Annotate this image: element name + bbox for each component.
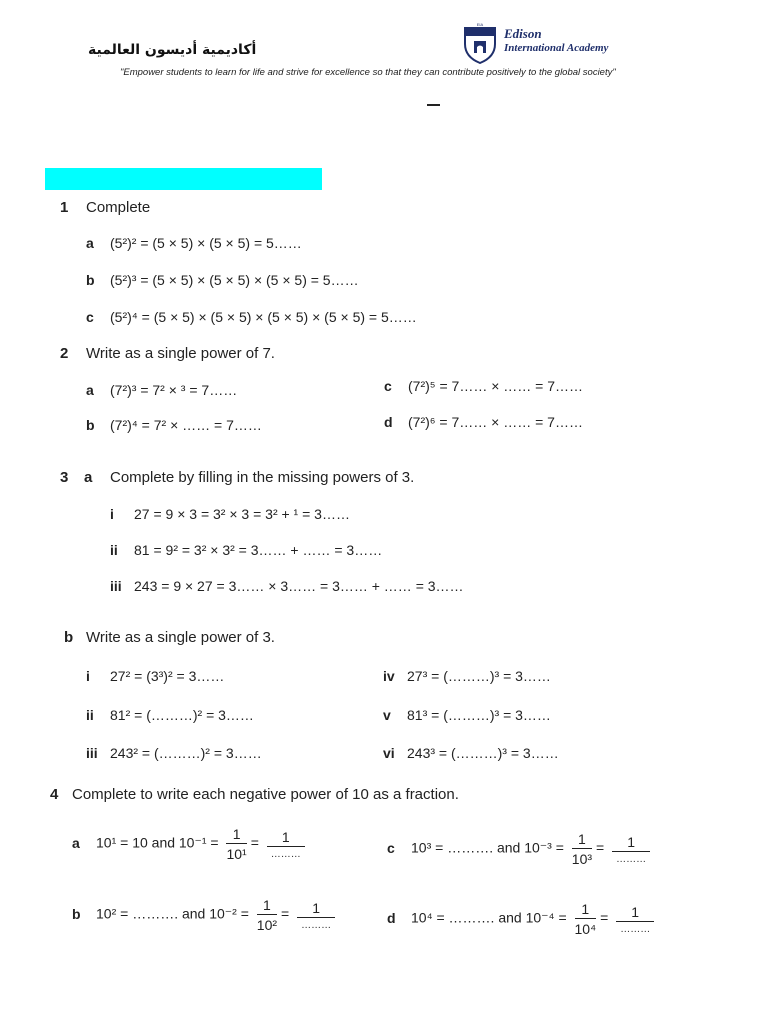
q3a-item-iii: iii 243 = 9 × 27 = 3…… × 3…… = 3…… + …… = 3…… xyxy=(110,578,464,594)
fraction: $\frac{1}{\text{10³}}$ xyxy=(571,831,593,867)
header-dash xyxy=(427,104,440,106)
highlight-bar xyxy=(45,168,322,190)
school-slogan: "Empower students to learn for life and strive for excellence so that they can contribute positively to the global society" xyxy=(120,67,616,78)
q3a-item-i: i 27 = 9 × 3 = 3² × 3 = 3² + ¹ = 3…… xyxy=(110,506,350,522)
q3-number: 3 xyxy=(60,469,69,486)
svg-text:EIA: EIA xyxy=(476,22,484,27)
q3b-label: b xyxy=(64,629,74,646)
fraction: $\frac{1}{\text{10²}}$ xyxy=(256,897,278,933)
q3a-label: a xyxy=(84,469,93,486)
q4-heading xyxy=(50,786,459,803)
q3a-title: Complete by filling in the missing powers of 3. xyxy=(110,469,415,486)
q2-heading xyxy=(60,345,275,362)
q1-item-b: b (5²)³ = (5 × 5) × (5 × 5) × (5 × 5) = 5…… xyxy=(86,272,359,288)
q2-item-d: d (7²)⁶ = 7…… × …… = 7…… xyxy=(384,414,583,430)
fraction: $\frac{1}{\text{10⁴}}$ xyxy=(574,901,597,937)
q1-title: Complete xyxy=(86,199,151,216)
arabic-school-name: أكاديمية أديسون العالمية xyxy=(88,42,257,58)
q1-item-a: a (5²)² = (5 × 5) × (5 × 5) = 5…… xyxy=(86,235,302,251)
answer-fraction: $\frac{1}{\dots\dots\dots}$ xyxy=(612,834,650,865)
q2-number: 2 xyxy=(60,345,69,362)
q4-item-a: a 10¹ = 10 and 10⁻¹ = $\frac{1}{\text{10¹}}$ = $\frac{1}{\dots\dots\dots}$ xyxy=(72,826,309,862)
school-name-line1: Edison xyxy=(504,26,542,41)
q4-title: Complete to write each negative power of 10 as a fraction. xyxy=(72,786,459,803)
q3b-item-ii: ii 81² = (………)² = 3…… xyxy=(86,707,254,723)
answer-fraction: $\frac{1}{\dots\dots\dots}$ xyxy=(297,900,335,931)
q2-item-c: c (7²)⁵ = 7…… × …… = 7…… xyxy=(384,378,584,394)
q3b-item-v: v 81³ = (………)³ = 3…… xyxy=(383,707,551,723)
q3a-item-ii: ii 81 = 9² = 3² × 3² = 3…… + …… = 3…… xyxy=(110,542,383,558)
q3a-heading xyxy=(60,469,414,486)
q3b-title: Write as a single power of 3. xyxy=(86,629,275,646)
q1-heading xyxy=(60,199,150,216)
answer-fraction: $\frac{1}{\dots\dots\dots}$ xyxy=(267,829,305,860)
q1-number: 1 xyxy=(60,199,69,216)
q3b-item-iv: iv 27³ = (………)³ = 3…… xyxy=(383,668,551,684)
q4-item-d: d 10⁴ = ………. and 10⁻⁴ = $\frac{1}{\text{10⁴}}$ = $\frac{1}{\dots\dots\dots}$ xyxy=(387,901,658,937)
q4-item-c: c 10³ = ………. and 10⁻³ = $\frac{1}{\text{10³}}$ = $\frac{1}{\dots\dots\dots}$ xyxy=(387,831,654,867)
q3b-item-vi: vi 243³ = (………)³ = 3…… xyxy=(383,745,559,761)
q4-item-b: b 10² = ………. and 10⁻² = $\frac{1}{\text{10²}}$ = $\frac{1}{\dots\dots\dots}$ xyxy=(72,897,339,933)
shield-logo-icon xyxy=(462,22,498,64)
q2-item-b: b (7²)⁴ = 7² × …… = 7…… xyxy=(86,417,262,433)
q3b-item-iii: iii 243² = (………)² = 3…… xyxy=(86,745,262,761)
q2-title: Write as a single power of 7. xyxy=(86,345,275,362)
q2-item-a: a (7²)³ = 7² × ³ = 7…… xyxy=(86,382,238,398)
q4-number: 4 xyxy=(50,786,59,803)
school-name-line2: International Academy xyxy=(504,42,609,54)
q3b-heading xyxy=(64,629,275,646)
q1-item-c: c (5²)⁴ = (5 × 5) × (5 × 5) × (5 × 5) × (5 × 5) = 5…… xyxy=(86,309,417,325)
school-logo xyxy=(462,22,498,64)
fraction: $\frac{1}{\text{10¹}}$ xyxy=(226,826,247,862)
answer-fraction: $\frac{1}{\dots\dots\dots}$ xyxy=(616,904,654,935)
q3b-item-i: i 27² = (3³)² = 3…… xyxy=(86,668,225,684)
